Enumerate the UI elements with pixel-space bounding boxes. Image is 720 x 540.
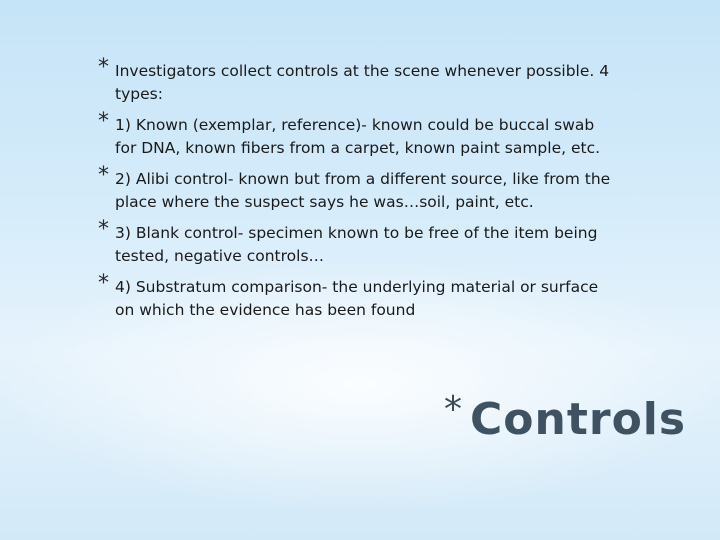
asterisk-bullet-icon: * <box>98 271 109 296</box>
bullet-item <box>96 55 616 105</box>
asterisk-bullet-icon: * <box>98 163 109 188</box>
bullet-text: 1) Known (exemplar, reference)- known could be buccal swab for DNA, known fibers from a carpet, known paint sample, etc. <box>115 116 601 157</box>
bullet-text: Investigators collect controls at the scene whenever possible. 4 types: <box>115 62 610 103</box>
bullet-item <box>96 271 616 321</box>
bullet-text: 3) Blank control- specimen known to be free of the item being tested, negative controls… <box>115 224 598 265</box>
slide-title: Controls <box>470 394 687 445</box>
bullet-item <box>96 109 616 159</box>
asterisk-bullet-icon: * <box>98 55 109 80</box>
bullet-list <box>96 55 616 330</box>
bullet-item <box>96 217 616 267</box>
bullet-text: 4) Substratum comparison- the underlying material or surface on which the evidence has been found <box>115 278 599 319</box>
slide-title-block <box>444 389 704 452</box>
bullet-text: 2) Alibi control- known but from a different source, like from the place where the suspect says he was…soil, paint, etc. <box>115 170 611 211</box>
asterisk-title-icon: * <box>444 389 462 430</box>
bullet-item <box>96 163 616 213</box>
asterisk-bullet-icon: * <box>98 217 109 242</box>
asterisk-bullet-icon: * <box>98 109 109 134</box>
